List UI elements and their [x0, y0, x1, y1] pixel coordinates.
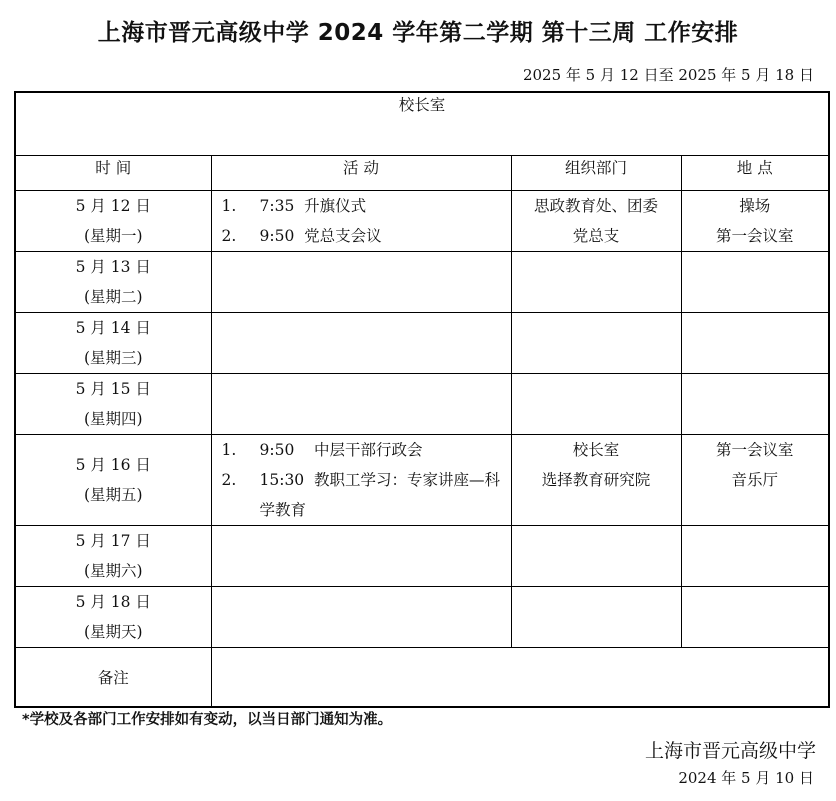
location-cell [681, 374, 829, 435]
day-weekday: (星期一) [83, 227, 143, 245]
day-date: 5 月 15 日 [75, 380, 151, 398]
activity-number: 2. [221, 471, 237, 489]
header-row [15, 156, 829, 191]
day-date-cell [15, 191, 211, 252]
location-name: 第一会议室 [716, 441, 794, 459]
activity-cell [211, 435, 511, 526]
schedule-table [14, 91, 830, 708]
activity-cell [211, 252, 511, 313]
date-range: 2025 年 5 月 12 日至 2025 年 5 月 18 日 [522, 66, 814, 84]
activity-text: 15:30 教职工学习：专家讲座—科学教育 [259, 471, 501, 519]
location-cell [681, 587, 829, 648]
location-cell [681, 252, 829, 313]
department-name: 党总支 [572, 227, 620, 245]
location-name: 操场 [739, 197, 771, 215]
location-cell [681, 313, 829, 374]
remark-row [15, 648, 829, 708]
day-date-cell [15, 587, 211, 648]
activity-number: 2. [221, 227, 237, 245]
page-title: 上海市晋元高级中学 2024 学年第二学期 第十三周 工作安排 [97, 20, 739, 46]
header-department: 组织部门 [511, 156, 681, 191]
activity-list [212, 435, 511, 525]
activity-cell [211, 374, 511, 435]
remark-value [211, 648, 829, 708]
activity-text: 7:35 升旗仪式 [259, 197, 367, 215]
activity-item [222, 221, 505, 251]
department-cell [511, 374, 681, 435]
day-date: 5 月 18 日 [75, 593, 151, 611]
department-name: 校长室 [572, 441, 620, 459]
activity-text: 9:50 中层干部行政会 [259, 441, 423, 459]
activity-number: 1. [221, 197, 237, 215]
footnote: *学校及各部门工作安排如有变动，以当日部门通知为准。 [22, 712, 393, 728]
activity-cell [211, 191, 511, 252]
location-cell [681, 191, 829, 252]
department-cell [511, 435, 681, 526]
department-name: 思政教育处、团委 [533, 197, 658, 215]
day-weekday: (星期六) [83, 562, 143, 580]
day-weekday: (星期四) [83, 410, 143, 428]
day-date: 5 月 17 日 [75, 532, 151, 550]
header-time: 时 间 [15, 156, 211, 191]
department-cell [511, 313, 681, 374]
department-name: 选择教育研究院 [541, 471, 651, 489]
day-weekday: (星期天) [83, 623, 143, 641]
day-weekday: (星期二) [83, 288, 143, 306]
day-date-cell [15, 526, 211, 587]
activity-cell [211, 587, 511, 648]
day-date: 5 月 14 日 [75, 319, 151, 337]
day-date-cell [15, 313, 211, 374]
day-date: 5 月 16 日 [75, 456, 151, 474]
department-cell [511, 191, 681, 252]
school-name: 上海市晋元高级中学 [644, 740, 816, 762]
day-row [15, 313, 829, 374]
location-cell [681, 526, 829, 587]
activity-cell [211, 526, 511, 587]
location-name: 音乐厅 [731, 471, 779, 489]
day-row [15, 374, 829, 435]
department-cell [511, 252, 681, 313]
remark-label: 备注 [15, 648, 211, 708]
day-row [15, 252, 829, 313]
department-cell [511, 526, 681, 587]
schedule-body [15, 191, 829, 648]
issue-date: 2024 年 5 月 10 日 [678, 769, 814, 787]
activity-list [212, 191, 511, 251]
header-location: 地 点 [681, 156, 829, 191]
day-row [15, 435, 829, 526]
activity-cell [211, 313, 511, 374]
day-row [15, 587, 829, 648]
activity-number: 1. [221, 441, 237, 459]
day-date-cell [15, 252, 211, 313]
location-name: 第一会议室 [716, 227, 794, 245]
office-title: 校长室 [15, 92, 829, 156]
day-weekday: (星期三) [83, 349, 143, 367]
day-date-cell [15, 435, 211, 526]
day-date: 5 月 12 日 [75, 197, 151, 215]
day-date-cell [15, 374, 211, 435]
office-row [15, 92, 829, 156]
department-cell [511, 587, 681, 648]
activity-item [222, 465, 505, 525]
day-date: 5 月 13 日 [75, 258, 151, 276]
header-activity: 活 动 [211, 156, 511, 191]
day-row [15, 526, 829, 587]
activity-item [222, 435, 505, 465]
day-weekday: (星期五) [83, 486, 143, 504]
activity-text: 9:50 党总支会议 [259, 227, 382, 245]
location-cell [681, 435, 829, 526]
day-row [15, 191, 829, 252]
activity-item [222, 191, 505, 221]
